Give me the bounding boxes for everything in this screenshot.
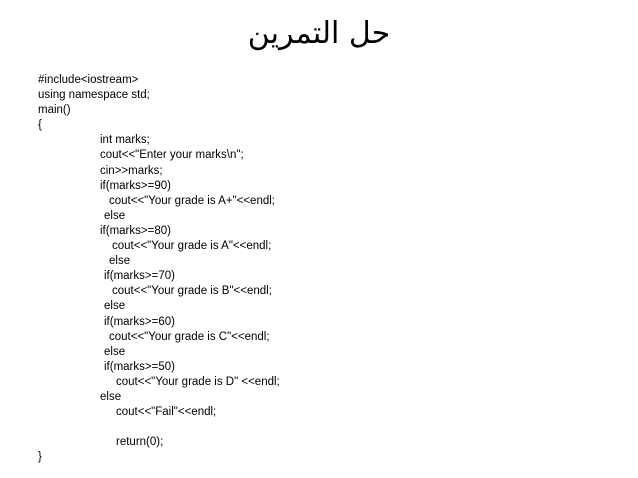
code-line: #include<iostream> — [38, 74, 139, 86]
code-line: cout<<"Your grade is D" <<endl; — [116, 375, 280, 388]
code-block — [38, 73, 618, 465]
code-line: cout<<"Your grade is A+"<<endl; — [109, 194, 275, 207]
code-line: cout<<"Fail"<<endl; — [116, 406, 217, 419]
code-line: cout<<"Your grade is C"<<endl; — [109, 330, 270, 343]
code-line: cin>>marks; — [100, 164, 163, 177]
code-line: cout<<"Your grade is A"<<endl; — [112, 240, 272, 253]
code-line: using namespace std; — [38, 89, 150, 102]
code-line: if(marks>=60) — [104, 315, 175, 328]
code-line: { — [38, 119, 42, 132]
code-line: if(marks>=80) — [100, 224, 171, 237]
code-line: else — [104, 300, 126, 313]
code-line: return(0); — [116, 436, 164, 449]
code-line: else — [104, 345, 126, 358]
code-line: cout<<"Your grade is B"<<endl; — [112, 285, 272, 298]
code-line: else — [109, 255, 131, 268]
slide-title: حل التمرين — [247, 16, 391, 51]
code-line: if(marks>=90) — [100, 179, 171, 192]
code-line: else — [104, 209, 126, 222]
code-line: main() — [38, 104, 71, 117]
code-line: int marks; — [100, 134, 150, 147]
code-line: } — [38, 451, 42, 464]
code-line — [38, 420, 618, 435]
code-line: if(marks>=50) — [104, 360, 175, 373]
code-line: if(marks>=70) — [104, 270, 175, 283]
code-line: else — [100, 390, 122, 403]
code-line: cout<<"Enter your marks\n"; — [100, 149, 244, 162]
